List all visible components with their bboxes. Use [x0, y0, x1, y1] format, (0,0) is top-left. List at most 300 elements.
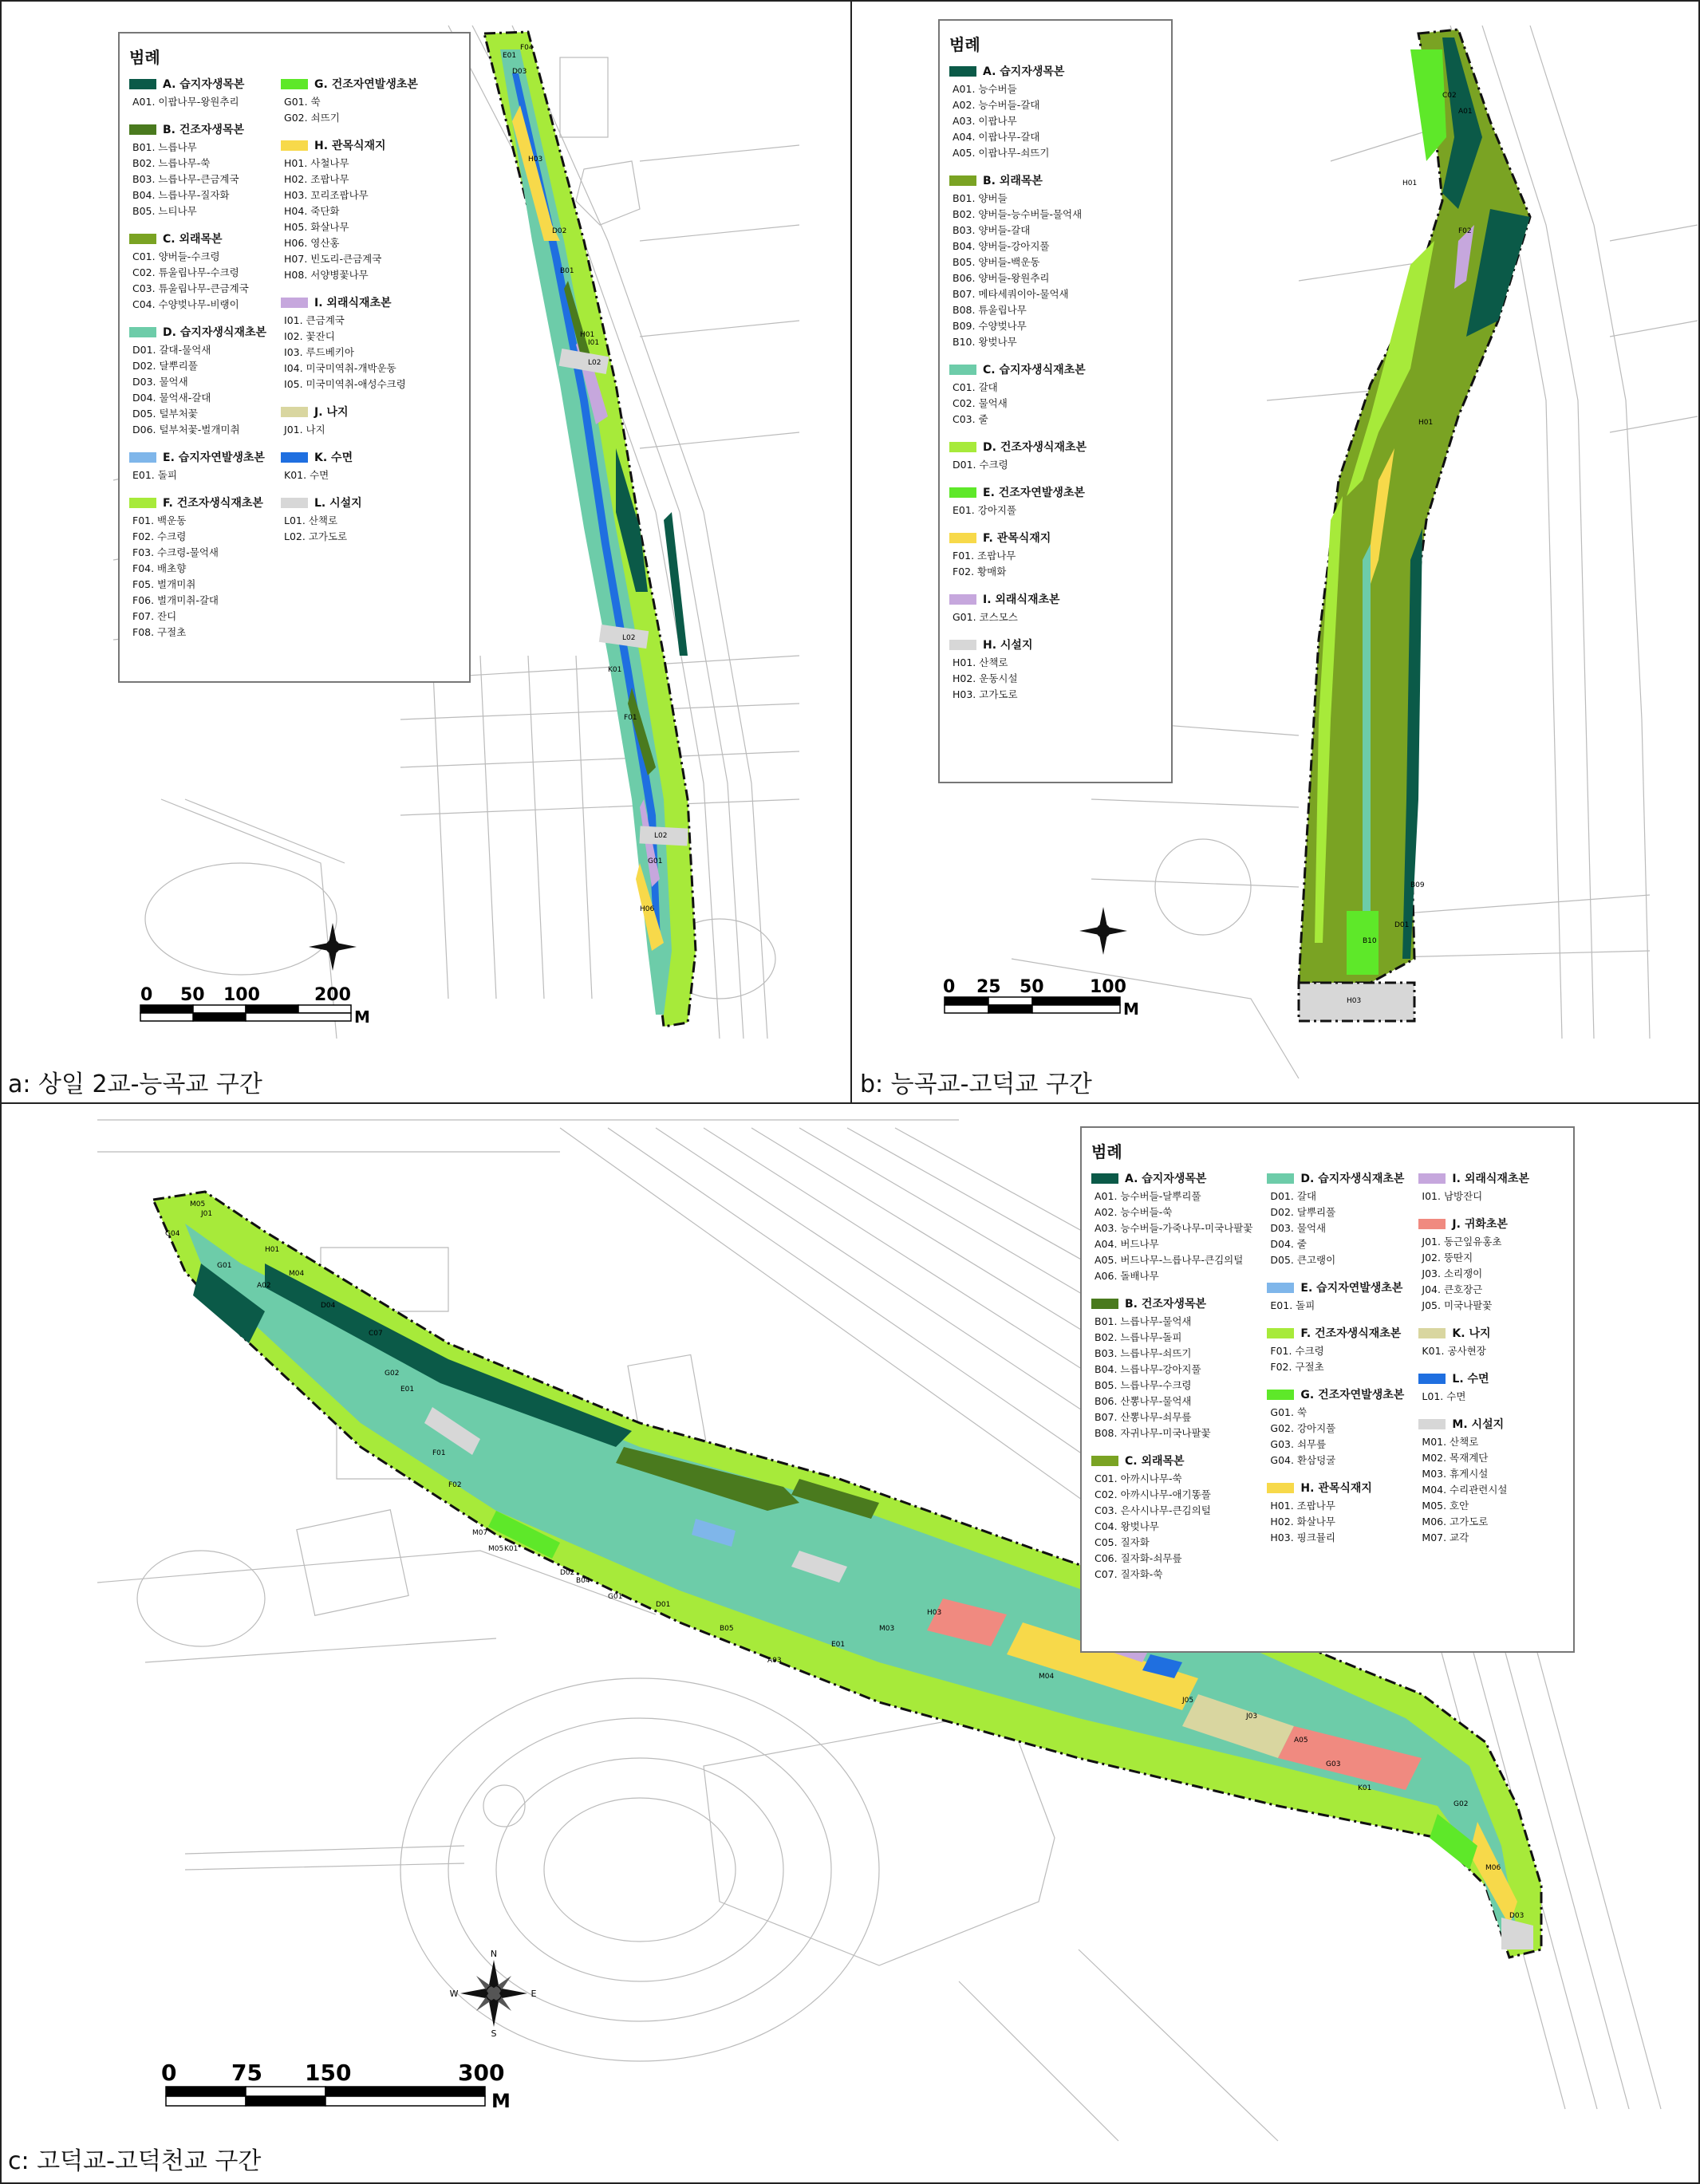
map-code-label: B04 — [576, 1577, 590, 1585]
legend-group-header — [1267, 1480, 1404, 1496]
legend-group-a — [1091, 1170, 1252, 1284]
legend-swatch — [129, 498, 156, 508]
legend-swatch — [949, 640, 976, 650]
legend-group-label: H. 관목식재지 — [1300, 1482, 1372, 1495]
legend-group-header — [949, 172, 1087, 188]
legend-group-a — [949, 63, 1087, 161]
legend-item: J01. 나지 — [284, 424, 325, 436]
map-code-label: G01 — [648, 857, 663, 865]
legend-group-e — [129, 449, 266, 483]
legend-group-header — [949, 530, 1087, 546]
panel-c — [0, 1102, 1700, 2184]
legend-group-header — [1418, 1416, 1529, 1432]
scale-c-75: 75 — [231, 2060, 262, 2086]
legend-group-header — [1418, 1370, 1529, 1386]
legend-item: B03. 느릅나무-큰금계국 — [132, 173, 239, 185]
legend-a-column — [281, 76, 418, 652]
legend-group-d — [1267, 1170, 1404, 1268]
legend-group-label: C. 습지자생식재초본 — [983, 364, 1086, 376]
legend-item: C01. 갈대 — [953, 381, 998, 393]
legend-item: A02. 능수버들-갈대 — [953, 99, 1040, 111]
legend-c-column — [1267, 1170, 1404, 1594]
legend-swatch — [1418, 1419, 1446, 1429]
legend-group-label: F. 건조자생식재초본 — [163, 497, 263, 510]
legend-item: J01. 동근잎유홍초 — [1422, 1236, 1502, 1248]
legend-group-label: F. 관목식재지 — [983, 532, 1051, 545]
legend-b-title: 범례 — [949, 35, 980, 54]
legend-swatch — [949, 533, 976, 543]
map-code-label: A01 — [1458, 108, 1473, 116]
legend-group-header — [1091, 1295, 1252, 1311]
legend-group-header — [281, 76, 418, 92]
legend-swatch — [1267, 1483, 1294, 1493]
map-code-label: G03 — [1326, 1760, 1341, 1768]
legend-item: F03. 수크령-물억새 — [132, 546, 219, 558]
compass-b — [1075, 903, 1131, 959]
map-code-label: M03 — [879, 1625, 895, 1633]
legend-group-f — [949, 530, 1087, 580]
legend-group-label: L. 수면 — [1452, 1373, 1489, 1386]
legend-group-label: K. 나지 — [1452, 1327, 1491, 1340]
legend-swatch — [1267, 1390, 1294, 1400]
legend-item: B05. 느티나무 — [132, 205, 197, 217]
legend-item: M06. 고가도로 — [1422, 1516, 1489, 1528]
map-code-label: E01 — [400, 1386, 415, 1394]
legend-swatch — [281, 452, 308, 463]
legend-group-header — [1418, 1325, 1529, 1341]
legend-item: G01. 쑥 — [284, 96, 321, 108]
map-code-label: H03 — [927, 1609, 942, 1617]
panel-a — [0, 0, 852, 1104]
scale-a-50: 50 — [180, 985, 205, 1005]
legend-group-label: J. 나지 — [314, 406, 349, 419]
legend-group-label: G. 건조자연발생초본 — [1300, 1389, 1405, 1401]
map-code-label: D03 — [1509, 1912, 1524, 1920]
legend-group-l — [1418, 1370, 1529, 1405]
legend-item: M01. 산책로 — [1422, 1436, 1479, 1448]
legend-item: C04. 수양벚나무-비랭이 — [132, 298, 239, 310]
legend-b — [938, 19, 1173, 783]
caption-a: a: 상일 2교-능곡교 구간 — [8, 1070, 262, 1098]
legend-item: F01. 수크령 — [1270, 1345, 1324, 1357]
legend-group-header — [949, 637, 1087, 652]
legend-a — [118, 32, 471, 683]
legend-group-header — [129, 495, 266, 511]
legend-swatch — [281, 140, 308, 151]
legend-item: C05. 질자화 — [1095, 1536, 1150, 1548]
legend-group-header — [1267, 1325, 1404, 1341]
legend-item: B10. 왕벚나무 — [953, 336, 1017, 348]
legend-group-header — [1267, 1279, 1404, 1295]
legend-item: C01. 아까시나무-쑥 — [1095, 1472, 1182, 1484]
legend-item: B08. 자귀나무-미국나팔꽃 — [1095, 1427, 1211, 1439]
legend-group-label: D. 습지자생식재초본 — [163, 326, 267, 339]
legend-item: H05. 화살나무 — [284, 221, 349, 233]
map-code-label: K01 — [1358, 1784, 1372, 1792]
legend-item: B05. 양버들-백운동 — [953, 256, 1040, 268]
legend-item: D01. 수크령 — [953, 459, 1008, 471]
legend-group-label: B. 외래목본 — [983, 175, 1043, 187]
legend-swatch — [1091, 1299, 1118, 1309]
legend-group-label: A. 습지자생목본 — [1125, 1173, 1207, 1185]
map-code-label: D03 — [512, 68, 527, 76]
legend-group-label: E. 건조자연발생초본 — [983, 487, 1085, 499]
legend-group-header — [949, 361, 1087, 377]
legend-item: B01. 느릅나무 — [132, 141, 197, 153]
legend-group-b — [949, 172, 1087, 350]
legend-item: C03. 튜울립나무-큰금계국 — [132, 282, 249, 294]
legend-group-label: H. 관목식재지 — [314, 140, 386, 152]
legend-item: F02. 수크령 — [132, 530, 187, 542]
legend-item: A01. 이팝나무-왕원추리 — [132, 96, 239, 108]
legend-item: C02. 물억새 — [953, 397, 1008, 409]
legend-item: B06. 양버들-왕원추리 — [953, 272, 1050, 284]
legend-group-header — [1267, 1170, 1404, 1186]
map-code-label: L02 — [654, 832, 668, 840]
legend-group-label: E. 습지자연발생초본 — [1300, 1282, 1403, 1295]
map-code-label: H06 — [640, 905, 655, 913]
legend-group-label: C. 외래목본 — [1125, 1455, 1185, 1468]
legend-item: M04. 수리관련시설 — [1422, 1484, 1508, 1496]
map-code-label: M05 — [190, 1200, 206, 1208]
legend-group-header — [1091, 1170, 1252, 1186]
legend-item: J05. 미국나팔꽃 — [1422, 1299, 1493, 1311]
legend-item: B02. 느릅나무-돌피 — [1095, 1331, 1182, 1343]
legend-c-columns — [1091, 1170, 1564, 1594]
legend-group-header — [1091, 1453, 1252, 1468]
compass-e: E — [531, 1989, 537, 1999]
legend-item: M07. 교각 — [1422, 1532, 1469, 1543]
legend-swatch — [949, 365, 976, 375]
scale-a-unit: M — [354, 1007, 370, 1027]
map-code-label: F01 — [432, 1449, 446, 1457]
legend-item: A04. 버드나무 — [1095, 1238, 1159, 1250]
legend-item: I03. 루드베키아 — [284, 346, 354, 358]
legend-item: I01. 큰금계국 — [284, 314, 345, 326]
legend-item: D02. 달뿌리풀 — [132, 360, 198, 372]
scale-b-50: 50 — [1020, 977, 1044, 997]
legend-item: J02. 뚱딴지 — [1422, 1252, 1473, 1263]
legend-swatch — [129, 234, 156, 244]
compass-w: W — [450, 1989, 459, 1999]
legend-swatch — [1267, 1328, 1294, 1338]
legend-item: B09. 수양벚나무 — [953, 320, 1027, 332]
legend-item: K01. 수면 — [284, 469, 329, 481]
legend-item: A05. 이팝나무-쇠뜨기 — [953, 147, 1050, 159]
map-code-label: D01 — [1394, 921, 1410, 929]
legend-item: F07. 잔디 — [132, 610, 177, 622]
legend-item: D05. 큰고랭이 — [1270, 1254, 1336, 1266]
legend-item: H08. 서양병꽃나무 — [284, 269, 369, 281]
map-code-label: F01 — [624, 714, 637, 722]
legend-item: A03. 이팝나무 — [953, 115, 1017, 127]
legend-item: E01. 돌피 — [1270, 1299, 1315, 1311]
legend-group-k — [281, 449, 418, 483]
legend-swatch — [949, 66, 976, 77]
legend-swatch — [1418, 1219, 1446, 1229]
legend-group-label: I. 외래식재초본 — [314, 297, 392, 309]
legend-group-header — [129, 76, 266, 92]
legend-item: F01. 백운동 — [132, 514, 187, 526]
map-code-label: J05 — [1182, 1697, 1194, 1705]
legend-b-columns — [949, 63, 1162, 714]
legend-group-f — [129, 495, 266, 641]
legend-group-label: A. 습지자생목본 — [163, 78, 245, 91]
legend-c — [1080, 1126, 1575, 1653]
compass-n: N — [490, 1949, 498, 1959]
legend-item: C02. 아까시나무-애기똥풀 — [1095, 1488, 1211, 1500]
map-code-label: D02 — [560, 1569, 575, 1577]
legend-item: A03. 능수버들-가죽나무-미국나팔꽃 — [1095, 1222, 1253, 1234]
map-code-label: H03 — [1347, 997, 1362, 1005]
scalebar-b — [941, 973, 1149, 1021]
map-code-label: G01 — [217, 1262, 232, 1270]
map-code-label: C02 — [1442, 92, 1457, 100]
legend-item: G01. 코스모스 — [953, 611, 1018, 623]
legend-item: G02. 강아지풀 — [1270, 1422, 1336, 1434]
legend-group-f — [1267, 1325, 1404, 1375]
map-code-label: A05 — [1294, 1737, 1308, 1744]
scalebar-a — [137, 981, 377, 1029]
map-code-label: H01 — [1402, 179, 1418, 187]
legend-group-e — [949, 484, 1087, 518]
legend-item: H03. 핑크뮬리 — [1270, 1532, 1335, 1543]
legend-item: F05. 벌개미취 — [132, 578, 196, 590]
legend-swatch — [129, 79, 156, 89]
legend-group-header — [281, 404, 418, 420]
legend-group-header — [129, 324, 266, 340]
legend-item: C03. 줄 — [953, 413, 988, 425]
legend-swatch — [949, 175, 976, 186]
legend-item: I01. 남방잔디 — [1422, 1190, 1483, 1202]
map-code-label: G02 — [385, 1370, 400, 1378]
legend-group-m — [1418, 1416, 1529, 1546]
legend-group-label: A. 습지자생목본 — [983, 65, 1065, 78]
map-code-label: L02 — [588, 359, 602, 367]
legend-swatch — [949, 594, 976, 605]
legend-item: H01. 조팝나무 — [1270, 1500, 1335, 1512]
compass-a — [305, 919, 361, 975]
legend-swatch — [1418, 1328, 1446, 1338]
scale-b-0: 0 — [943, 977, 956, 997]
map-code-label: B09 — [1410, 881, 1425, 889]
legend-item: I04. 미국미역취-개박운동 — [284, 362, 396, 374]
legend-item: A04. 이팝나무-갈대 — [953, 131, 1040, 143]
legend-a-column — [129, 76, 266, 652]
map-code-label: D02 — [552, 227, 567, 235]
legend-swatch — [1091, 1173, 1118, 1184]
legend-item: C02. 튜울립나무-수크령 — [132, 266, 239, 278]
map-code-label: M04 — [289, 1270, 305, 1278]
legend-swatch — [1267, 1173, 1294, 1184]
legend-item: C01. 양버들-수크령 — [132, 250, 220, 262]
legend-item: B03. 느릅나무-쇠뜨기 — [1095, 1347, 1192, 1359]
panel-b — [850, 0, 1700, 1104]
map-code-label: M04 — [1039, 1673, 1055, 1681]
legend-group-label: D. 습지자생식재초본 — [1300, 1173, 1405, 1185]
legend-group-header — [1267, 1386, 1404, 1402]
legend-group-c — [1091, 1453, 1252, 1583]
map-code-label: G04 — [165, 1230, 180, 1238]
legend-group-c — [129, 231, 266, 313]
legend-group-j — [1418, 1216, 1529, 1314]
legend-group-label: E. 습지자연발생초본 — [163, 451, 265, 464]
legend-group-k — [1418, 1325, 1529, 1359]
legend-group-header — [281, 294, 418, 310]
legend-group-label: B. 건조자생목본 — [163, 124, 245, 136]
map-code-label: J01 — [201, 1210, 213, 1218]
legend-item: G01. 쑥 — [1270, 1406, 1308, 1418]
legend-swatch — [281, 498, 308, 508]
legend-group-j — [281, 404, 418, 438]
legend-group-b — [129, 121, 266, 219]
legend-item: D04. 줄 — [1270, 1238, 1307, 1250]
legend-group-label: L. 시설지 — [314, 497, 362, 510]
legend-item: E01. 돌피 — [132, 469, 177, 481]
legend-group-header — [129, 449, 266, 465]
legend-group-d — [129, 324, 266, 438]
legend-group-label: G. 건조자연발생초본 — [314, 78, 418, 91]
map-code-label: A02 — [257, 1282, 271, 1290]
legend-item: D01. 갈대-물억새 — [132, 344, 211, 356]
legend-group-label: H. 시설지 — [983, 639, 1033, 652]
legend-item: H02. 운동시설 — [953, 672, 1018, 684]
map-code-label: F04 — [520, 44, 534, 52]
map-code-label: B05 — [720, 1625, 734, 1633]
legend-item: H04. 죽단화 — [284, 205, 340, 217]
legend-group-header — [129, 231, 266, 246]
legend-group-label: I. 외래식재초본 — [1452, 1173, 1529, 1185]
map-code-label: K01 — [504, 1545, 519, 1553]
legend-item: B02. 양버들-능수버들-물억새 — [953, 208, 1083, 220]
legend-item: H01. 산책로 — [953, 656, 1008, 668]
legend-item: J03. 소리쟁이 — [1422, 1267, 1483, 1279]
legend-swatch — [1267, 1283, 1294, 1293]
legend-item: M02. 목재계단 — [1422, 1452, 1489, 1464]
legend-group-label: J. 귀화초본 — [1452, 1218, 1508, 1231]
legend-swatch — [129, 327, 156, 337]
legend-group-h — [1267, 1480, 1404, 1546]
map-code-label: F02 — [448, 1481, 462, 1489]
legend-item: B07. 산뽕나무-쇠무릎 — [1095, 1411, 1192, 1423]
legend-item: H03. 꼬리조팝나무 — [284, 189, 369, 201]
legend-group-i — [1418, 1170, 1529, 1204]
scale-c-unit: M — [491, 2090, 511, 2112]
legend-a-columns — [129, 76, 460, 652]
legend-item: H06. 영산홍 — [284, 237, 340, 249]
legend-group-header — [1418, 1216, 1529, 1232]
scale-c-0: 0 — [161, 2060, 177, 2086]
legend-item: B03. 양버들-갈대 — [953, 224, 1031, 236]
legend-item: B04. 양버들-강아지풀 — [953, 240, 1050, 252]
legend-swatch — [281, 298, 308, 308]
legend-b-column — [949, 63, 1087, 714]
legend-item: H02. 화살나무 — [1270, 1516, 1335, 1528]
legend-item: M03. 휴게시설 — [1422, 1468, 1489, 1480]
scale-b-25: 25 — [976, 977, 1001, 997]
legend-item: C07. 질자화-쑥 — [1095, 1568, 1163, 1580]
legend-group-label: M. 시설지 — [1452, 1418, 1505, 1431]
legend-item: D06. 털부처꽃-벌개미취 — [132, 424, 240, 436]
legend-item: B08. 튜울립나무 — [953, 304, 1027, 316]
map-code-label: H01 — [580, 331, 595, 339]
legend-c-column — [1418, 1170, 1529, 1594]
legend-c-title: 범례 — [1091, 1142, 1122, 1161]
compass-s: S — [491, 2028, 497, 2037]
legend-group-i — [949, 591, 1087, 625]
legend-item: F02. 황매화 — [953, 566, 1007, 578]
legend-group-header — [949, 591, 1087, 607]
legend-item: C06. 질자화-쇠무릎 — [1095, 1552, 1182, 1564]
scale-c-300: 300 — [458, 2060, 505, 2086]
legend-group-c — [949, 361, 1087, 428]
legend-item: G03. 쇠무릎 — [1270, 1438, 1327, 1450]
legend-item: H03. 고가도로 — [953, 688, 1018, 700]
legend-group-l — [281, 495, 418, 545]
legend-group-header — [281, 449, 418, 465]
map-code-label: K01 — [608, 666, 622, 674]
scalebar-c — [161, 2058, 528, 2114]
legend-item: H01. 사철나무 — [284, 157, 349, 169]
legend-item: A02. 능수버들-쑥 — [1095, 1206, 1173, 1218]
map-code-label: H03 — [528, 156, 543, 164]
map-code-label: G02 — [1453, 1800, 1469, 1808]
map-code-label: E01 — [503, 52, 517, 60]
legend-item: G02. 쇠뜨기 — [284, 112, 340, 124]
legend-group-b — [1091, 1295, 1252, 1441]
legend-item: D03. 물억새 — [1270, 1222, 1327, 1234]
map-code-label: H01 — [1418, 419, 1434, 427]
legend-item: E01. 강아지풀 — [953, 504, 1017, 516]
legend-group-label: F. 건조자생식재초본 — [1300, 1327, 1402, 1340]
map-code-label: B10 — [1363, 937, 1377, 945]
legend-group-header — [281, 495, 418, 511]
legend-group-label: D. 건조자생식재초본 — [983, 441, 1087, 454]
legend-group-h — [949, 637, 1087, 703]
legend-swatch — [1091, 1456, 1118, 1466]
legend-group-header — [281, 137, 418, 153]
legend-swatch — [281, 407, 308, 417]
legend-item: F08. 구절초 — [132, 626, 187, 638]
legend-swatch — [129, 124, 156, 135]
legend-group-header — [949, 439, 1087, 455]
scale-a-100: 100 — [223, 985, 260, 1005]
map-code-label: B01 — [560, 267, 574, 275]
legend-swatch — [129, 452, 156, 463]
legend-group-header — [949, 484, 1087, 500]
legend-swatch — [949, 442, 976, 452]
map-code-label: C07 — [369, 1330, 383, 1338]
map-code-label: D01 — [656, 1601, 671, 1609]
legend-item: L01. 산책로 — [284, 514, 338, 526]
map-code-label: D04 — [321, 1302, 336, 1310]
legend-group-g — [281, 76, 418, 126]
legend-item: B07. 메타세쿼이아-물억새 — [953, 288, 1069, 300]
map-code-label: F02 — [1458, 227, 1472, 235]
map-code-label: L02 — [622, 634, 636, 642]
legend-c-column — [1091, 1170, 1252, 1594]
legend-item: F04. 배초향 — [132, 562, 187, 574]
legend-group-label: B. 건조자생목본 — [1125, 1298, 1207, 1311]
legend-item: B04. 느릅나무-강아지풀 — [1095, 1363, 1201, 1375]
legend-item: D04. 물억새-갈대 — [132, 392, 211, 404]
map-code-label: M07 — [472, 1529, 488, 1537]
legend-item: F06. 벌개미취-갈대 — [132, 594, 219, 606]
legend-item: J04. 큰호장근 — [1422, 1283, 1483, 1295]
legend-group-label: K. 수면 — [314, 451, 353, 464]
legend-item: C04. 왕벚나무 — [1095, 1520, 1159, 1532]
legend-item: A05. 버드나무-느릅나무-큰김의털 — [1095, 1254, 1244, 1266]
